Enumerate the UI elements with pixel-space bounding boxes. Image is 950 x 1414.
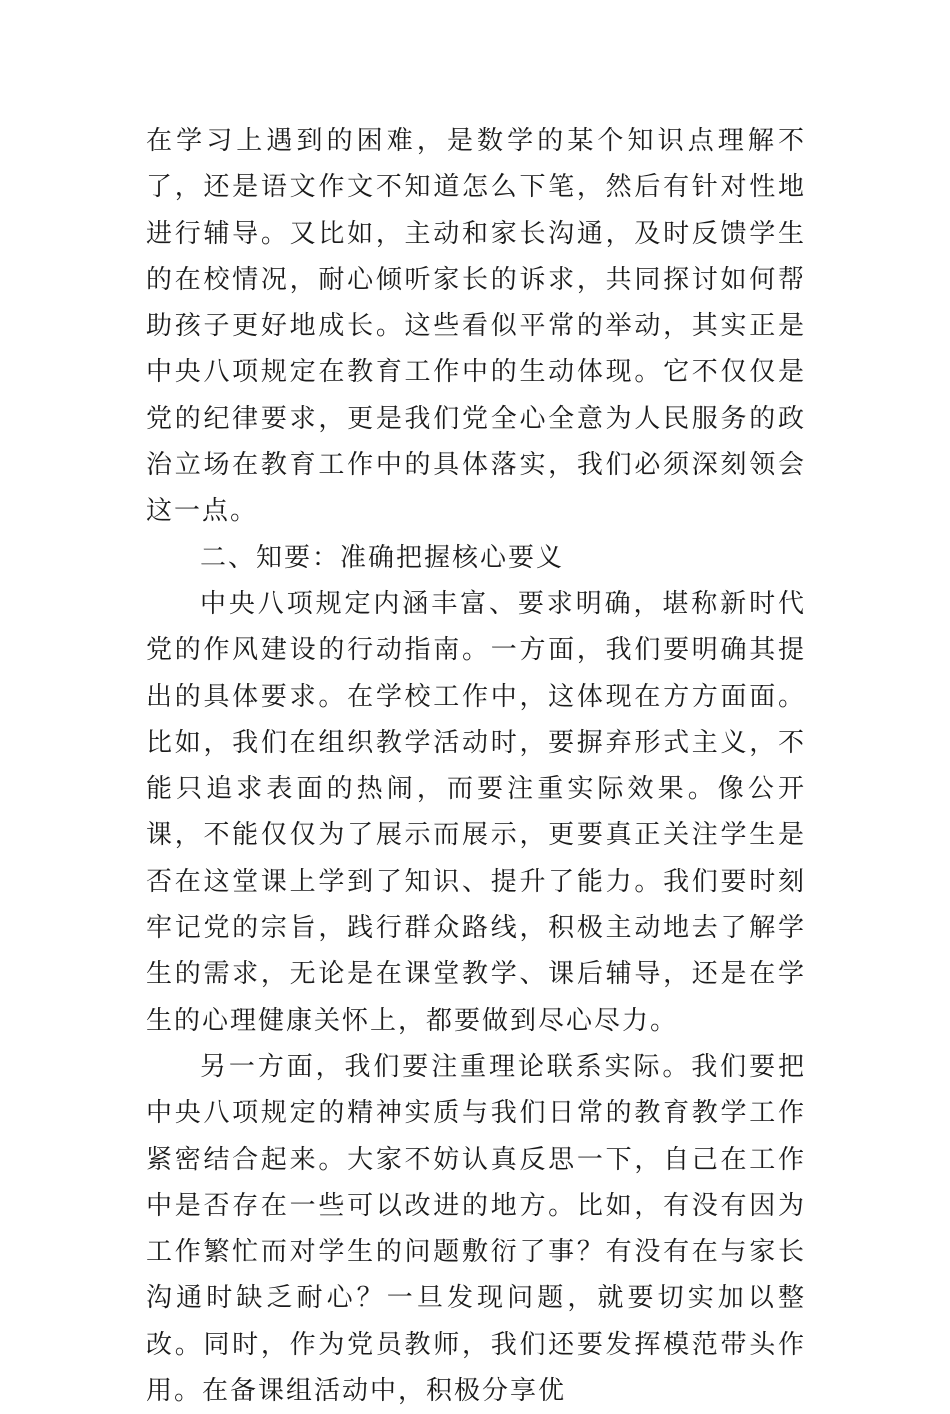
body-paragraph: 另一方面，我们要注重理论联系实际。我们要把中央八项规定的精神实质与我们日常的教育教学工作紧密结合起来。大家不妨认真反思一下，自己在工作中是否存在一些可以改进的地方。比如，有没有因为工作繁忙而对学生的问题敷衍了事？有没有在与家长沟通时缺乏耐心？一旦发现问题，就要切实加以整改。同时，作为党员教师，我们还要发挥模范带头作用。在备课组活动中，积极分享优 (146, 1051, 806, 1407)
document-page (146, 118, 806, 1414)
body-paragraph: 在学习上遇到的困难，是数学的某个知识点理解不了，还是语文作文不知道怎么下笔，然后有针对性地进行辅导。又比如，主动和家长沟通，及时反馈学生的在校情况，耐心倾听家长的诉求，共同探讨如何帮助孩子更好地成长。这些看似平常的举动，其实正是中央八项规定在教育工作中的生动体现。它不仅仅是党的纪律要求，更是我们党全心全意为人民服务的政治立场在教育工作中的具体落实，我们必须深刻领会这一点。 (146, 126, 806, 527)
section-heading: 二、知要：准确把握核心要义 (200, 542, 565, 573)
body-paragraph: 中央八项规定内涵丰富、要求明确，堪称新时代党的作风建设的行动指南。一方面，我们要明确其提出的具体要求。在学校工作中，这体现在方方面面。比如，我们在组织教学活动时，要摒弃形式主义，不能只追求表面的热闹，而要注重实际效果。像公开课，不能仅仅为了展示而展示，更要真正关注学生是否在这堂课上学到了知识、提升了能力。我们要时刻牢记党的宗旨，践行群众路线，积极主动地去了解学生的需求，无论是在课堂教学、课后辅导，还是在学生的心理健康关怀上，都要做到尽心尽力。 (146, 588, 806, 1036)
